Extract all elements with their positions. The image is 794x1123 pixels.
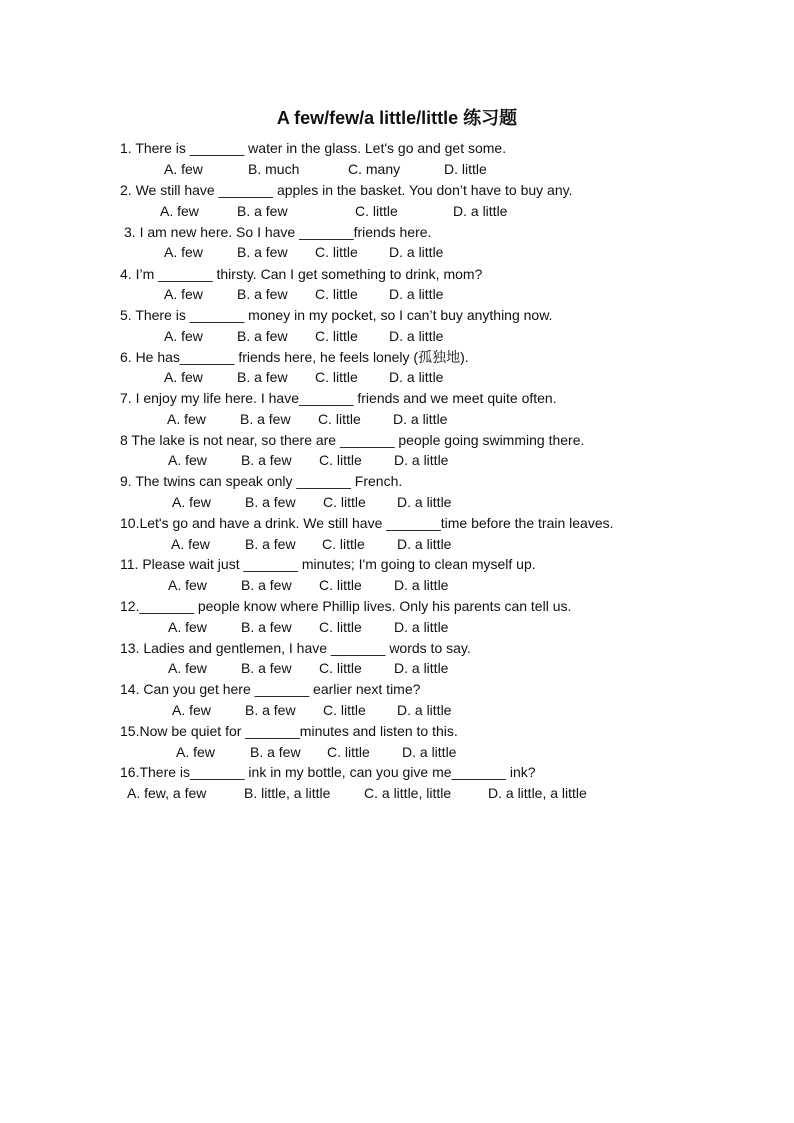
option-c: C. little [319,452,362,468]
question-7: 7. I enjoy my life here. I have_______ friends and we meet quite often. [120,390,557,406]
option-c: C. little [319,577,362,593]
option-d: D. a little [453,203,508,219]
option-a: A. few [172,494,211,510]
page-title: A few/few/a little/little 练习题 [276,108,518,128]
option-d: D. a little [394,619,449,635]
option-a: A. few [172,702,211,718]
question-8: 8 The lake is not near, so there are _______ people going swimming there. [120,432,585,448]
option-a: A. few [168,577,207,593]
option-a: A. few [164,244,203,260]
question-14: 14. Can you get here _______ earlier next time? [120,681,421,697]
option-a: A. few [164,286,203,302]
question-11: 11. Please wait just _______ minutes; I'm going to clean myself up. [120,556,536,572]
option-c: C. little [323,494,366,510]
option-a: A. few [168,452,207,468]
option-a: A. few [164,161,203,177]
option-c: C. little [322,536,365,552]
option-c: C. little [323,702,366,718]
option-d: D. a little [397,702,452,718]
option-b: B. a few [241,660,292,676]
option-b: B. a few [245,494,296,510]
question-9: 9. The twins can speak only _______ French. [120,473,403,489]
option-d: D. a little [397,536,452,552]
option-b: B. a few [241,577,292,593]
option-b: B. a few [237,369,288,385]
option-a: A. few [167,411,206,427]
option-d: D. a little [397,494,452,510]
option-c: C. little [327,744,370,760]
option-a: A. few [164,369,203,385]
option-a: A. few [160,203,199,219]
option-b: B. a few [241,452,292,468]
question-4: 4. I’m _______ thirsty. Can I get something to drink, mom? [120,266,483,282]
option-a: A. few [171,536,210,552]
option-c: C. little [318,411,361,427]
option-b: B. a few [245,536,296,552]
option-d: D. a little [394,660,449,676]
option-c: C. many [348,161,401,177]
option-a: A. few [176,744,215,760]
option-c: C. little [315,369,358,385]
option-c: C. little [319,660,362,676]
option-d: D. a little [402,744,457,760]
option-c: C. little [315,328,358,344]
option-d: D. a little [389,369,444,385]
option-d: D. a little [394,452,449,468]
question-16: 16.There is_______ ink in my bottle, can you give me_______ ink? [120,764,536,780]
option-b: B. a few [240,411,291,427]
option-b: B. a few [250,744,301,760]
option-d: D. a little [389,244,444,260]
option-c: C. little [319,619,362,635]
question-1: 1. There is _______ water in the glass. Let's go and get some. [120,140,507,156]
option-b: B. a few [237,203,288,219]
option-b: B. a few [245,702,296,718]
option-d: D. a little [389,328,444,344]
option-d: D. little [444,161,487,177]
option-a: A. few [168,619,207,635]
option-d: D. a little, a little [488,785,587,801]
question-15: 15.Now be quiet for _______minutes and listen to this. [120,723,458,739]
option-b: B. a few [237,328,288,344]
option-c: C. little [315,286,358,302]
option-b: B. much [248,161,300,177]
option-c: C. a little, little [364,785,452,801]
option-b: B. a few [237,286,288,302]
question-6: 6. He has_______ friends here, he feels lonely (孤独地). [120,349,469,365]
question-12: 12._______ people know where Phillip lives. Only his parents can tell us. [120,598,572,614]
option-a: A. few [168,660,207,676]
question-5: 5. There is _______ money in my pocket, so I can’t buy anything now. [120,307,553,323]
option-c: C. little [315,244,358,260]
question-13: 13. Ladies and gentlemen, I have _______ words to say. [120,640,471,656]
option-d: D. a little [389,286,444,302]
option-c: C. little [355,203,398,219]
option-b: B. a few [237,244,288,260]
question-10: 10.Let's go and have a drink. We still have _______time before the train leaves. [120,515,614,531]
question-2: 2. We still have _______ apples in the basket. You don’t have to buy any. [120,182,573,198]
option-a: A. few [164,328,203,344]
option-a: A. few, a few [127,785,207,801]
option-b: B. a few [241,619,292,635]
question-3: 3. I am new here. So I have _______friends here. [124,224,432,240]
option-d: D. a little [393,411,448,427]
option-d: D. a little [394,577,449,593]
option-b: B. little, a little [244,785,331,801]
